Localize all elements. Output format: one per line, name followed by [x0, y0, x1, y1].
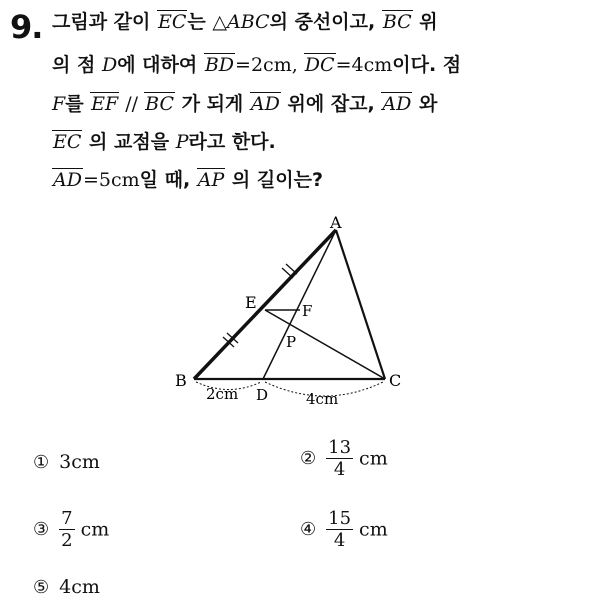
label-a: A	[330, 213, 342, 232]
dc-dimension-arc	[265, 382, 383, 396]
question-line-3: F를 EF // BC 가 되게 AD 위에 잡고, AD 와	[52, 93, 438, 115]
segment-ec-line	[265, 310, 385, 379]
choice-2[interactable]: ② $\frac{13}{4}$ cm	[300, 437, 388, 480]
segment-bc: BC	[382, 11, 412, 33]
tick-mark-1	[282, 268, 293, 278]
bd-dimension-arc	[196, 382, 261, 390]
choice-3[interactable]: ③ $\frac{7}{2}$ cm	[33, 508, 110, 551]
choice-5[interactable]: ⑤ 4cm	[33, 576, 100, 598]
label-c: C	[389, 371, 402, 390]
label-p: P	[286, 333, 297, 351]
choice-1[interactable]: ① 3cm	[33, 451, 100, 473]
segment-ad	[263, 230, 336, 379]
segment-ec: EC	[158, 11, 187, 33]
question-line-2: 의 점 D에 대하여 BD=2cm, DC=4cm이다. 점	[52, 54, 462, 76]
label-f: F	[302, 302, 313, 320]
side-ab	[194, 230, 336, 379]
question-line-5: AD=5cm일 때, AP 의 길이는?	[53, 169, 323, 191]
label-d: D	[256, 386, 269, 404]
choice-4[interactable]: ④ $\frac{15}{4}$ cm	[300, 508, 388, 551]
question-line-1: 그림과 같이 EC는 △ABC의 중선이고, BC 위	[52, 11, 438, 33]
label-b: B	[175, 371, 187, 390]
tick-mark-4	[227, 333, 238, 343]
side-ac	[336, 230, 385, 379]
label-dc-length: 4cm	[306, 390, 339, 408]
question-line-4: EC 의 교점을 P라고 한다.	[53, 131, 276, 153]
label-bd-length: 2cm	[206, 385, 239, 403]
tick-mark-3	[223, 337, 234, 347]
tick-mark-2	[286, 264, 297, 274]
label-e: E	[245, 293, 257, 312]
question-number: 9.	[10, 8, 43, 46]
